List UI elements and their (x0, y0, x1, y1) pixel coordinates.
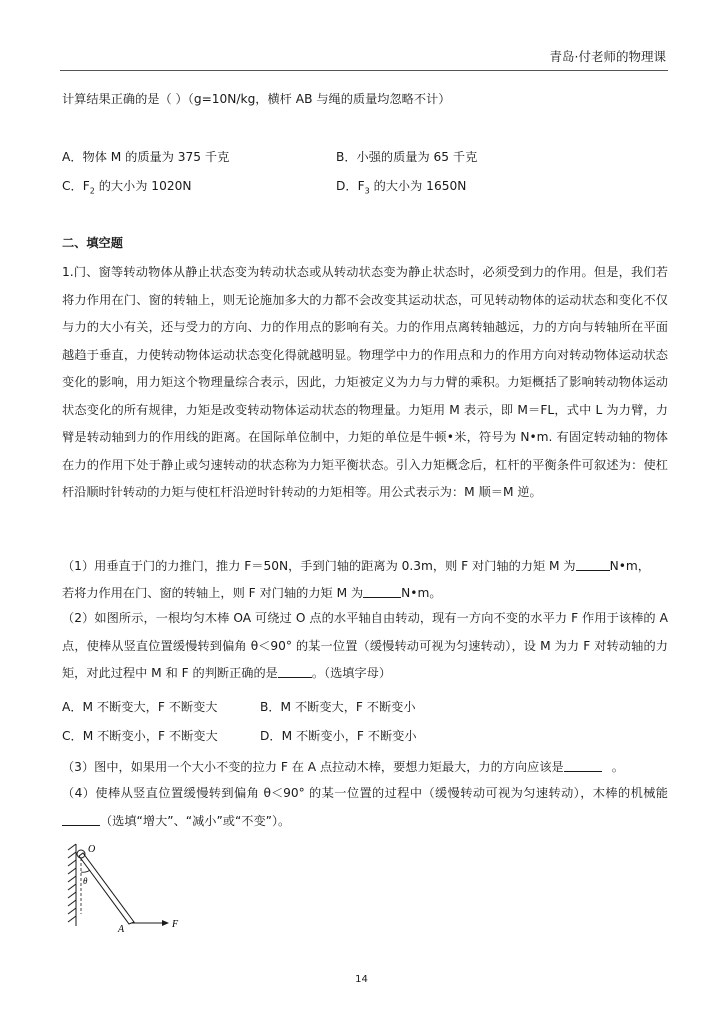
angle-arc (81, 870, 90, 872)
option-b: B．小强的质量为 65 千克 (336, 150, 478, 164)
q2-option-a: A．M 不断变大，F 不断变大 (62, 700, 218, 714)
section-title: 二、填空题 (62, 236, 123, 250)
rod-oa (79, 853, 134, 924)
q1-line2: 若将力作用在门、窗的转轴上，则 F 对门轴的力矩 M 为 N•m。 (62, 586, 442, 600)
label-a: A (118, 924, 125, 934)
question-stem: 计算结果正确的是（ ）（g=10N/kg，横杆 AB 与绳的质量均忽略不计） (62, 92, 451, 106)
q3-blank[interactable] (564, 759, 602, 772)
rod-figure (66, 842, 186, 934)
q4-text: （4）使棒从竖直位置缓慢转到偏角 θ＜90° 的某一位置的过程中（缓慢转动可视为匀速转动），木棒的机械能（选填“增大”、“减小”或“不变”）。 (62, 786, 668, 828)
q2-option-b: B．M 不断变大，F 不断变小 (260, 700, 416, 714)
option-a: A．物体 M 的质量为 375 千克 (62, 150, 230, 164)
option-c: C．$F_2$ 的大小为 1020N (62, 179, 192, 196)
q2-option-c: C．M 不断变小，F 不断变大 (62, 729, 218, 743)
q4-blank[interactable] (62, 813, 100, 826)
page-header (60, 44, 668, 71)
passage-text: 1.门、窗等转动物体从静止状态变为转动状态或从转动状态变为静止状态时，必须受到力的作用。但是，我们若将力作用在门、窗的转轴上，则无论施加多大的力都不会改变其运动状态，可见转动物体的运动状态和变化不仅与力的大小有关，还与受力的方向、力的作用点的影响有关。力的作用点离转轴越远，力的方向与转轴所在平面越趋于垂直，力使转动物体运动状态变化得就越明显。物理学中力的作用点和力的作用方向对转动物体运动状态变化的影响，用力矩这个物理量综合表示，因此，力矩被定义为力与力臂的乘积。力矩概括了影响转动物体运动状态变化的所有规律，力矩是改变转动物体运动状态的物理量。力矩用 M 表示，即 M＝FL，式中 L 为力臂，力臂是转动轴到力的作用线的距离。在国际单位制中，力矩的单位是牛顿•米，符号为 N•m. 有固定转动轴的物体在力的作用下处于静止或匀速转动的状态称为力矩平衡状态。引入力矩概念后，杠杆的平衡条件可叙述为：使杠杆沿顺时针转动的力矩与使杠杆沿逆时针转动的力矩相等。用公式表示为：M 顺＝M 逆。 (62, 265, 668, 499)
label-f: F (172, 919, 179, 930)
option-d: D．$F_3$ 的大小为 1650N (336, 179, 467, 196)
q2-text: （2）如图所示，一根均匀木棒 OA 可绕过 O 点的水平轴自由转动，现有一方向不变的水平力 F 作用于该棒的 A 点，使棒从竖直位置缓慢转到偏角 θ＜90° 的某一位置（缓慢转动可视为匀速转动），设 M 为力 F 对转动轴的力矩，对此过程中 M 和 F 的判断正确的是 。（选填字母） (62, 611, 668, 680)
page-number: 14 (355, 974, 368, 985)
q3-text: （3）图中，如果用一个大小不变的拉力 F 在 A 点拉动木棒，要想力矩最大，力的方向应该是 。 (62, 760, 624, 774)
header-title: 青岛·付老师的物理课 (549, 49, 666, 64)
q1-line1: （1）用垂直于门的力推门，推力 F＝50N，手到门轴的距离为 0.3m，则 F 对门轴的力矩 M 为 N•m， (62, 559, 650, 573)
q2-blank[interactable] (278, 665, 312, 678)
force-arrow-head (162, 920, 169, 926)
label-theta: θ (83, 876, 88, 886)
q2-option-d: D．M 不断变小，F 不断变小 (260, 729, 417, 743)
label-o: O (88, 844, 96, 855)
wall (68, 844, 76, 926)
q1-blank-1[interactable] (576, 558, 610, 571)
q1-blank-2[interactable] (363, 585, 401, 598)
